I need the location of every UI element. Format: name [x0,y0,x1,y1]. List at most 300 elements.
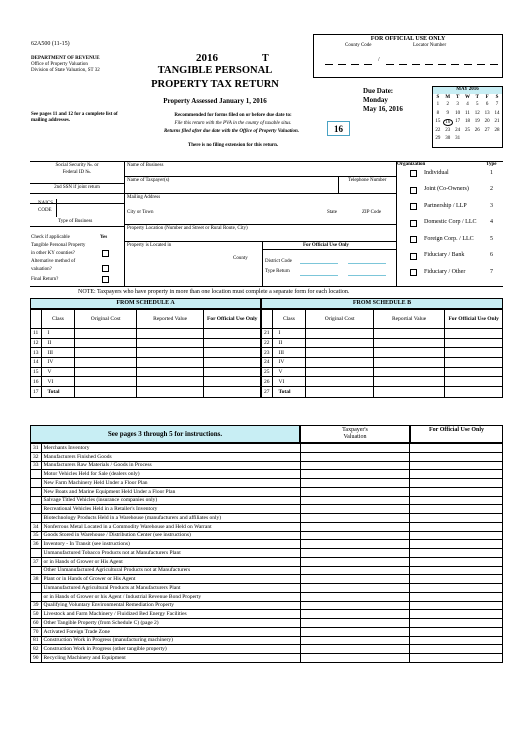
original-cost-field[interactable] [75,329,137,339]
line-description: Unmanufactured Tobacco Products not at Manufacturers Plant [41,549,300,558]
org-checkbox-6[interactable] [410,253,417,260]
schedule-b-table [261,309,503,398]
see-pages-note: See pages 11 and 12 for a complete list of mailing addresses. [31,112,118,123]
official-use-field [204,348,261,358]
official-use-field [410,584,503,593]
original-cost-field[interactable] [75,367,137,377]
valuation-line-row [31,549,503,558]
mailing-address-label: Mailing Address [127,195,161,200]
calendar-day-header: T [475,95,479,100]
calendar-date: 14 [494,110,500,116]
valuation-line-row [31,505,503,514]
original-cost-field[interactable] [306,377,374,387]
line-number: 34 [31,522,42,531]
calendar-date [482,136,492,143]
form-title-1: TANGIBLE PERSONAL [157,65,273,76]
taxpayer-valuation-field[interactable] [300,444,410,453]
org-label: Foreign Corp. / LLC [424,235,474,242]
official-use-field [204,377,261,387]
row-number: 24 [262,358,273,368]
line-number: 82 [31,645,42,654]
line-description: New Boats and Marine Equipment Held Under a Floor Plan [41,487,300,496]
valuation-line-row [31,487,503,496]
taxpayer-valuation-field[interactable] [300,514,410,523]
yes-label: Yes [100,235,108,240]
org-label: Joint (Co-Owners) [424,186,469,192]
valuation-line-row [31,470,503,479]
line-number: 33 [31,461,42,470]
reported-value-field[interactable] [373,367,444,377]
valuation-line-row [31,654,503,663]
line-description: Unmanufactured Agricultural Products at Manufacturers Plant [41,584,300,593]
official-use-field [410,566,503,575]
line-description: Manufacturers Raw Materials / Goods in Process [41,461,300,470]
city-label: City or Town [127,210,154,215]
valuation-line-row [31,522,503,531]
official-use-field [410,557,503,566]
row-number: 11 [31,329,42,339]
schedule-row [262,377,503,387]
class-label: IV [41,358,75,368]
official-use-field [410,531,503,540]
district-code-label: District Code [265,259,292,264]
check-applicable-label: Check if applicable [31,235,70,240]
class-label: III [272,348,306,358]
taxpayer-valuation-field[interactable] [300,584,410,593]
official-use-field [410,575,503,584]
valuation-line-row [31,619,503,628]
official-use-field [445,329,503,339]
official-use-label-2: For Official Use Only [303,243,349,248]
official-use-field [410,470,503,479]
row-number: 15 [31,367,42,377]
locator-number-label: Locator Number [413,43,447,48]
valuation-line-row [31,610,503,619]
reported-value-field[interactable] [373,329,444,339]
org-label: Individual [424,169,449,176]
class-label: Total [41,387,75,398]
org-checkbox-1[interactable] [410,170,417,177]
note-text: NOTE: Taxpayers who have property in more than one location must complete a separate form for each location. [78,289,350,295]
row-number: 13 [31,348,42,358]
org-type-number: 6 [490,252,493,258]
official-use-field [410,479,503,488]
type-header: Type [486,162,497,167]
schedule-row [262,367,503,377]
calendar-day-header: F [485,95,489,100]
ssn2-label: 2nd SSN if joint return [54,185,100,190]
due-date-label: Due Date: [363,87,394,95]
line-number: 70 [31,627,42,636]
calendar-date: 6 [485,102,489,108]
calendar-date [472,136,482,143]
calendar-date: 24 [455,127,461,133]
schedule-row [31,338,261,348]
row-number: 14 [31,358,42,368]
schedule-row [262,348,503,358]
name-business-label: Name of Business [127,163,164,168]
calendar-date: 27 [484,127,490,133]
reported-value-field[interactable] [373,338,444,348]
taxpayer-valuation-field[interactable] [300,496,410,505]
county-code-label: County Code [345,43,372,48]
official-use-field [204,329,261,339]
calendar-day-header: W [464,95,470,100]
class-label: V [41,367,75,377]
taxpayer-valuation-field[interactable] [300,470,410,479]
property-location-label: Property Location (Number and Street or Rural Route, City) [127,226,248,231]
taxpayer-valuation-field[interactable] [300,566,410,575]
official-use-field [410,654,503,663]
taxpayer-valuation-field[interactable] [300,575,410,584]
valuation-line-row [31,584,503,593]
official-use-field [204,338,261,348]
original-cost-field[interactable] [306,387,374,398]
calendar-date: 28 [494,127,500,133]
calendar-date [492,136,502,143]
reported-value-field[interactable] [373,387,444,398]
class-label: III [41,348,75,358]
calendar-date: 2 [446,102,450,108]
other-counties-checkbox[interactable] [102,250,109,257]
line-description: Biotechnology Products Held in a Warehouse (manufacturers and affiliates only) [41,514,300,523]
due-date: May 16, 2016 [363,105,403,113]
line-description: Other Tangible Property (from Schedule C) (page 2) [41,619,300,628]
calendar-date: 20 [484,119,490,125]
calendar-date: 12 [474,110,480,116]
official-use-field [410,601,503,610]
line-number: 60 [31,619,42,628]
taxpayer-valuation-field[interactable] [300,487,410,496]
org-checkbox-3[interactable] [410,203,417,210]
line-description: Qualifying Voluntary Environmental Remediation Property [41,601,300,610]
taxpayer-valuation-field[interactable] [300,619,410,628]
row-number: 17 [31,387,42,398]
line-number [31,487,42,496]
official-use-title: FOR OFFICIAL USE ONLY [370,36,446,42]
taxpayer-valuation-field[interactable] [300,627,410,636]
original-cost-field[interactable] [306,338,374,348]
official-use-field [410,592,503,601]
calendar-date: 5 [476,102,479,108]
row-number: 27 [262,387,273,398]
official-use-field [410,522,503,531]
line-number: 36 [31,540,42,549]
fein-label: Federal ID №. [62,170,92,175]
class-label: II [272,338,306,348]
calendar-date: 15 [435,119,441,125]
row-number: 23 [262,348,273,358]
calendar-date: 22 [435,127,441,133]
official-use-field [204,367,261,377]
reported-value-field[interactable] [373,348,444,358]
line-description: or in Hands of Grower or His Agent [41,557,300,566]
type-return-label: Type Return [265,269,290,274]
organization-header: Organization [397,162,426,167]
org-label: Partnership / LLP [424,202,467,209]
calendar-day-header: S [436,95,440,100]
schedule-row [31,367,261,377]
official-use-field [445,377,503,387]
no-extension-note: There is no filing extension for this return. [187,143,279,148]
row-number: 26 [262,377,273,387]
row-number: 12 [31,338,42,348]
official-use-field [410,514,503,523]
reported-value-field[interactable] [136,358,204,368]
schedule-row [262,387,503,398]
line-number: 81 [31,636,42,645]
line-number: 50 [31,610,42,619]
org-checkbox-4[interactable] [410,220,417,227]
valuation-line-row [31,592,503,601]
class-label: VI [41,377,75,387]
taxpayer-valuation-field[interactable] [300,557,410,566]
state-label: State [327,210,337,215]
county-label: County [233,256,248,261]
ky-county-label: in other KY counties? [31,251,75,256]
original-cost-field[interactable] [306,348,374,358]
line-description: Activated Foreign Trade Zone [41,627,300,636]
valuation-line-row [31,496,503,505]
taxpayer-valuation-field[interactable] [300,531,410,540]
org-type-number: 5 [490,235,493,242]
valuation-line-row [31,444,503,453]
official-use-field [410,461,503,470]
taxpayer-valuation-field[interactable] [300,540,410,549]
line-description: Construction Work in Progress (manufacturing machinery) [41,636,300,645]
original-cost-field[interactable] [75,358,137,368]
taxpayer-valuation-field[interactable] [300,452,410,461]
calendar-day-header: S [495,95,499,100]
line-description: Merchants Inventory [41,444,300,453]
line-description: Manufacturers Finished Goods [41,452,300,461]
reported-value-field[interactable] [136,387,204,398]
calendar-date: 4 [466,102,469,108]
official-use-field [410,487,503,496]
official-use-field [410,496,503,505]
official-use-field [445,338,503,348]
recommended-note: Recommended for forms filed on or before due date to: [174,113,292,118]
class-label: IV [272,358,306,368]
line-description: Nonferrous Metal Located in a Commodity Warehouse and Held on Warrant [41,522,300,531]
taxpayer-valuation-field[interactable] [300,601,410,610]
line-number [31,479,42,488]
taxpayer-valuation-field[interactable] [300,645,410,654]
line-number: 37 [31,557,42,566]
ky-tangible-label: Tangible Personal Property [31,243,86,248]
form-id: 62A500 (11-15) [31,41,70,47]
line-number [31,549,42,558]
sch-a-class-header: Class [41,310,75,329]
taxpayer-valuation-field[interactable] [300,636,410,645]
form-number-box: 16 [327,121,350,136]
valuation-line-row [31,540,503,549]
department-block [31,56,100,73]
schedule-row [31,358,261,368]
sch-b-official-header: For Official Use Only [445,310,503,329]
reported-value-field[interactable] [373,377,444,387]
reported-value-field[interactable] [136,338,204,348]
line-description: Recycling Machinery and Equipment [41,654,300,663]
row-number: 22 [262,338,273,348]
form-mark: T [262,53,269,64]
late-returns-note: Returns filed after due date with the Office of Property Valuation. [163,129,300,134]
class-label: VI [272,377,306,387]
org-checkbox-7[interactable] [410,269,417,276]
taxpayer-valuation-field[interactable] [300,522,410,531]
valuation-line-row [31,566,503,575]
sch-b-class-header: Class [272,310,306,329]
form-year: 2016 [196,52,218,64]
taxpayer-valuation-field[interactable] [300,479,410,488]
schedule-row [262,338,503,348]
alt-method-label: Alternative method of [31,259,76,264]
final-return-label: Final Return? [31,277,59,282]
code-label: CODE [38,208,52,213]
valuation-line-row [31,601,503,610]
line-number [31,505,42,514]
original-cost-field[interactable] [75,387,137,398]
org-label: Fiduciary / Other [424,268,466,275]
calendar-grid [433,95,502,143]
taxpayer-valuation-field[interactable] [300,549,410,558]
valuation-line-row [31,627,503,636]
official-use-field [204,387,261,398]
official-use-field [445,348,503,358]
schedule-row [262,358,503,368]
official-use-field [410,444,503,453]
schedule-b-title: FROM SCHEDULE B [352,300,412,306]
line-description: Construction Work in Progress (other tangible property) [41,645,300,654]
valuation-line-row [31,557,503,566]
org-type-number: 3 [490,202,493,209]
dept-line-1: DEPARTMENT OF REVENUE [31,56,100,61]
final-return-checkbox[interactable] [102,276,109,283]
original-cost-field[interactable] [306,367,374,377]
alt-method-checkbox[interactable] [102,265,109,272]
calendar-month: MAY 2016 [433,87,502,94]
row-number: 25 [262,367,273,377]
official-use-field [410,505,503,514]
reported-value-field[interactable] [136,329,204,339]
form-title-2: PROPERTY TAX RETURN [151,79,279,90]
calendar-date: 16 [443,119,453,126]
valuation-line-row [31,575,503,584]
calendar-date: 30 [445,136,451,142]
schedule-row [31,329,261,339]
original-cost-field[interactable] [306,358,374,368]
reported-value-field[interactable] [373,358,444,368]
zip-label: ZIP Code [362,210,382,215]
class-label: Total [272,387,306,398]
row-number: 16 [31,377,42,387]
taxpayer-valuation-field[interactable] [300,654,410,663]
reported-value-field[interactable] [136,377,204,387]
calendar-date: 10 [455,110,461,116]
calendar-date: 23 [445,127,451,133]
sch-b-cost-header: Original Cost [306,310,374,329]
calendar-date: 13 [484,110,490,116]
calendar-date: 3 [456,102,459,108]
taxpayer-valuation-field[interactable] [300,505,410,514]
line-description: Livestock and Farm Machinery / Fluidized Bed Energy Facilities [41,610,300,619]
official-header: For Official Use Only [428,427,485,433]
sch-a-cost-header: Original Cost [75,310,137,329]
valuation-label: valuation? [31,267,52,272]
taxpayer-valuation-field[interactable] [300,610,410,619]
calendar-date [463,136,473,143]
calendar-day-header: M [445,95,451,100]
class-label: I [272,329,306,339]
valuation-lines-table [30,443,503,663]
file-pva-note: File this return with the PVA in the county of taxable situs. [174,121,292,126]
line-number: 31 [31,444,42,453]
sch-a-value-header: Reported Value [136,310,204,329]
calendar-date: 11 [465,110,470,116]
sch-b-value-header: Reportial Value [373,310,444,329]
org-type-number: 7 [490,268,493,275]
calendar-date: 18 [464,119,470,125]
valuation-line-row [31,531,503,540]
org-type-number: 4 [490,219,493,225]
type-business-label: Type of Business [58,219,93,224]
taxpayer-valuation-field[interactable] [300,461,410,470]
due-day: Monday [363,96,388,104]
original-cost-field[interactable] [75,348,137,358]
official-use-field [445,387,503,398]
org-checkbox-5[interactable] [410,236,417,243]
official-use-field [410,619,503,628]
line-number: 32 [31,452,42,461]
line-number [31,496,42,505]
original-cost-field[interactable] [75,338,137,348]
telephone-label: Telephone Number [348,178,387,183]
calendar-date: 25 [464,127,470,133]
calendar-date: 1 [436,102,440,108]
row-number: 21 [262,329,273,339]
official-use-field [445,358,503,368]
reported-value-field[interactable] [136,367,204,377]
line-description: Goods Stored in Warehouse / Distribution Center (see instructions) [41,531,300,540]
org-checkbox-2[interactable] [410,187,417,194]
calendar-date: 19 [474,119,480,125]
taxpayer-valuation-field[interactable] [300,592,410,601]
calendar-date: 17 [455,119,461,125]
line-number: 90 [31,654,42,663]
dept-line-3: Division of State Valuation, ST 32 [31,67,100,73]
original-cost-field[interactable] [75,377,137,387]
schedule-row [31,348,261,358]
ssn-label: Social Security №. or [55,163,99,168]
original-cost-field[interactable] [306,329,374,339]
calendar-date: 31 [455,136,461,142]
calendar-date: 7 [495,102,499,108]
reported-value-field[interactable] [136,348,204,358]
official-use-field [410,627,503,636]
valuation-line-row [31,636,503,645]
valuation-line-row [31,461,503,470]
valuation-line-row [31,452,503,461]
official-use-field [410,610,503,619]
line-description: Salvage Titled Vehicles (insurance companies only) [41,496,300,505]
line-description: or in Hands of Grower or his Agent / Industrial Revenue Bond Property [41,592,300,601]
official-use-field [204,358,261,368]
calendar-date: 21 [494,119,500,125]
line-number [31,470,42,479]
line-number: 35 [31,531,42,540]
line-number [31,566,42,575]
valuation-line-row [31,479,503,488]
